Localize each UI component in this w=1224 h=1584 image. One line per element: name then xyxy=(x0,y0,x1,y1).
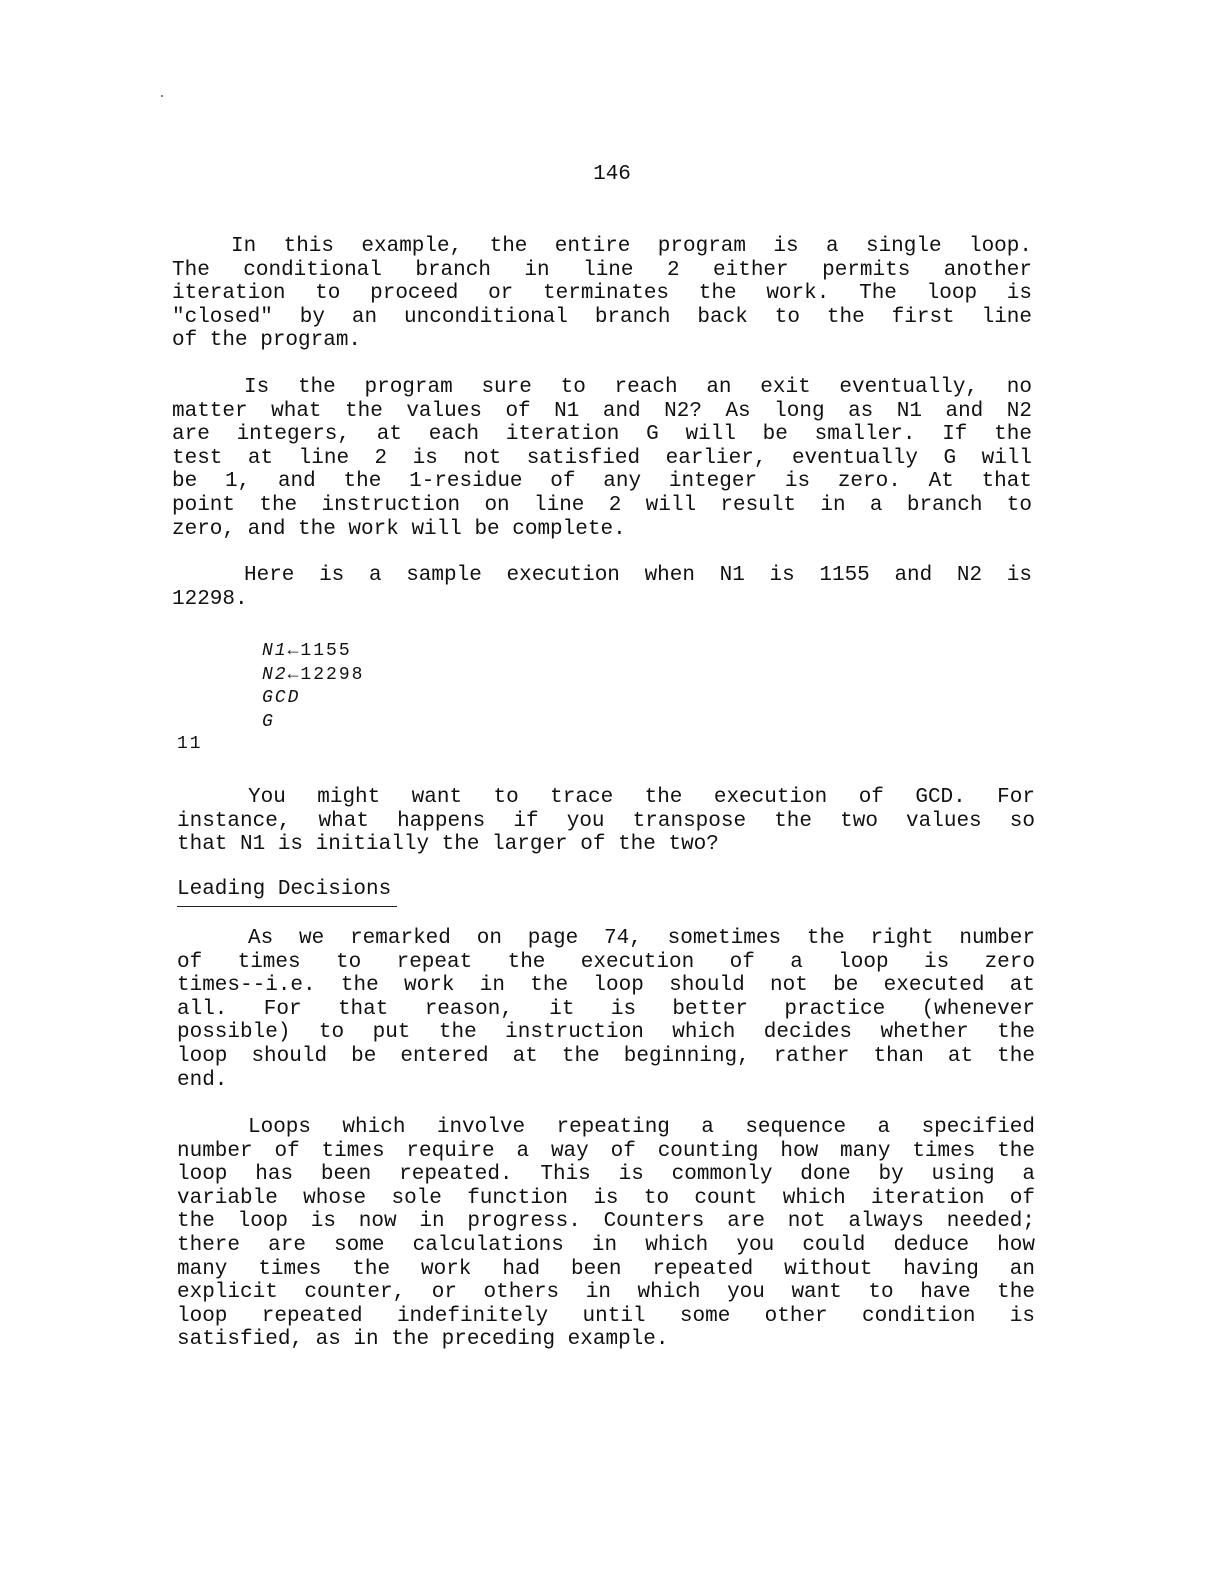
text-line: possible) to put the instruction which decides whether the xyxy=(177,1021,1035,1045)
code-line: GCD xyxy=(262,688,301,708)
scan-speck xyxy=(161,95,163,97)
text-line: Is the program sure to reach an exit eventually, no xyxy=(244,376,1032,399)
text-line: be 1, and the 1-residue of any integer is zero. At that xyxy=(172,470,1032,494)
text-line: times--i.e. the work in the loop should not be executed at xyxy=(177,974,1035,998)
text-line: loop should be entered at the beginning, rather than at the xyxy=(177,1044,1035,1068)
text-line: end. xyxy=(177,1068,228,1092)
text-line: You might want to trace the execution of GCD. For xyxy=(248,786,1035,809)
code-line xyxy=(262,664,364,688)
paragraph-6 xyxy=(177,1116,1035,1352)
text-line: all. For that reason, it is better practice (whenever xyxy=(177,997,1035,1021)
text-line: zero, and the work will be complete. xyxy=(172,517,626,541)
text-line: loop repeated indefinitely until some other condition is xyxy=(177,1304,1035,1328)
paragraph-4 xyxy=(177,786,1035,857)
code-variable: N2 xyxy=(262,664,288,685)
text-line: test at line 2 is not satisfied earlier, eventually G will xyxy=(172,446,1032,470)
code-expression: ←1155 xyxy=(287,641,352,661)
paragraph-1 xyxy=(172,235,1032,353)
code-line xyxy=(262,640,364,664)
text-line: that N1 is initially the larger of the two? xyxy=(177,833,719,857)
text-line: explicit counter, or others in which you want to have the xyxy=(177,1281,1035,1305)
paragraph-2 xyxy=(172,376,1032,541)
text-line: are integers, at each iteration G will be smaller. If the xyxy=(172,423,1032,447)
section-heading: Leading Decisions xyxy=(177,878,397,907)
text-line: point the instruction on line 2 will result in a branch to xyxy=(172,493,1032,517)
text-line: instance, what happens if you transpose the two values so xyxy=(177,809,1035,833)
code-sample xyxy=(262,640,364,734)
text-line: satisfied, as in the preceding example. xyxy=(177,1328,669,1352)
text-line: of times to repeat the execution of a loop is zero xyxy=(177,950,1035,974)
text-line: the loop is now in progress. Counters are not always needed; xyxy=(177,1210,1035,1234)
text-line: many times the work had been repeated without having an xyxy=(177,1257,1035,1281)
paragraph-3 xyxy=(172,564,1032,611)
code-result: 11 xyxy=(177,734,203,754)
text-line: "closed" by an unconditional branch back to the first line xyxy=(172,305,1032,329)
text-line: Loops which involve repeating a sequence a specified xyxy=(248,1116,1035,1139)
text-line: number of times require a way of counting how many times the xyxy=(177,1139,1035,1163)
text-line: variable whose sole function is to count which iteration of xyxy=(177,1186,1035,1210)
text-line: matter what the values of N1 and N2? As long as N1 and N2 xyxy=(172,399,1032,423)
text-line: of the program. xyxy=(172,329,362,353)
code-expression: ←12298 xyxy=(287,664,365,685)
text-line: The conditional branch in line 2 either permits another xyxy=(172,258,1032,282)
text-line: loop has been repeated. This is commonly done by using a xyxy=(177,1163,1035,1187)
paragraph-5 xyxy=(177,927,1035,1092)
text-line: iteration to proceed or terminates the work. The loop is xyxy=(172,282,1032,306)
page-number: 146 xyxy=(593,163,631,186)
text-line: In this example, the entire program is a single loop. xyxy=(231,235,1032,258)
code-line: G xyxy=(262,711,275,732)
text-line: there are some calculations in which you could deduce how xyxy=(177,1233,1035,1257)
text-line: Here is a sample execution when N1 is 1155 and N2 is xyxy=(244,564,1032,587)
code-variable: N1 xyxy=(262,641,288,661)
text-line: As we remarked on page 74, sometimes the right number xyxy=(248,927,1035,950)
text-line: 12298. xyxy=(172,587,248,611)
